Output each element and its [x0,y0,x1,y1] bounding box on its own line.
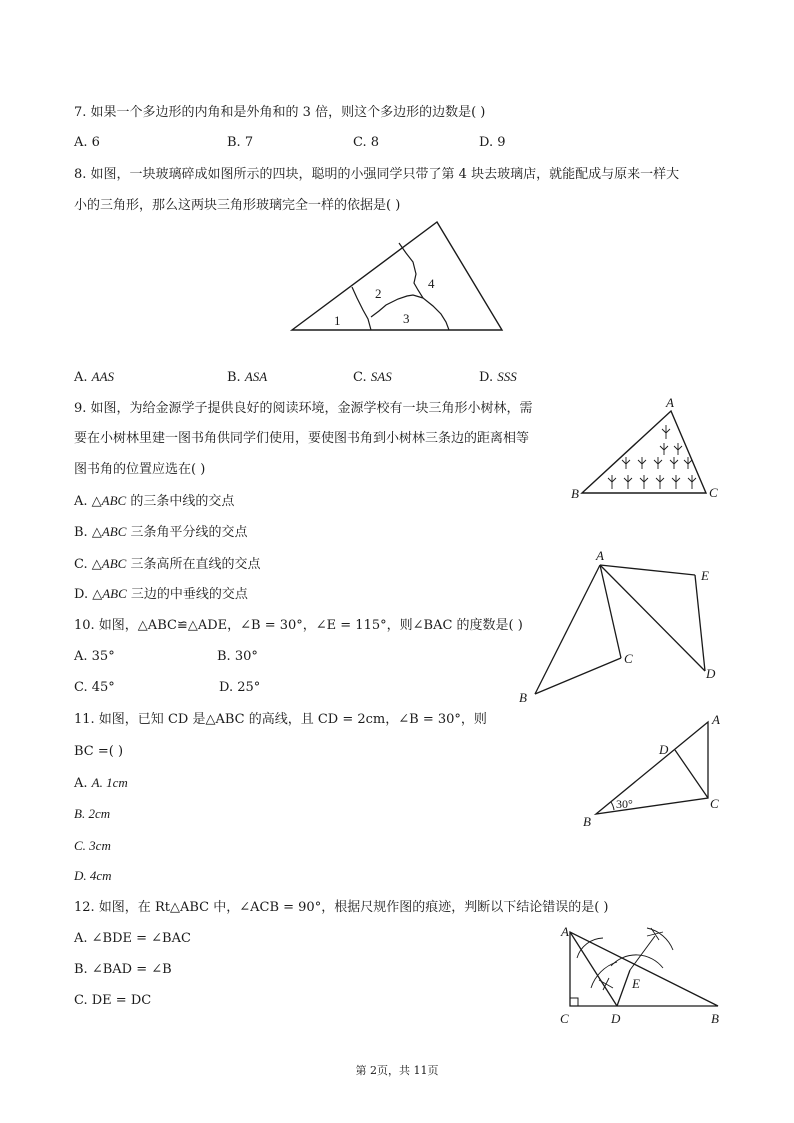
q12-option-b: B. ∠BAD = ∠B [74,962,172,977]
angle-b-arc [611,802,614,810]
q11-option-d: D. 4cm [74,868,112,883]
piece-label-1: 1 [334,313,341,328]
q8-stem-line2: 小的三角形，那么这两块三角形玻璃完全一样的依据是( ) [74,198,401,213]
label-a: A [561,924,569,939]
q8-broken-glass-figure [285,218,515,338]
label-a: A [712,712,720,727]
q9-option-a: A. △ABC 的三条中线的交点 [74,493,235,509]
q10-option-b: B. 30° [217,649,258,664]
q9-option-d: D. △ABC 三边的中垂线的交点 [74,586,248,602]
q8-option-d: D. SSS [479,369,517,385]
q9-option-c: C. △ABC 三条高所在直线的交点 [74,556,261,572]
altitude-cd [675,750,708,798]
q11-right-triangle-figure [578,710,728,830]
q10-option-d: D. 25° [219,680,261,695]
label-e: E [632,976,640,991]
q10-congruent-triangles-figure [510,545,730,710]
q11-option-b: B. 2cm [74,806,111,821]
q8-option-c: C. SAS [353,369,392,385]
piece-label-3: 3 [403,311,410,326]
piece-label-4: 4 [428,276,435,291]
q9-stem-line3: 图书角的位置应选在( ) [74,462,206,477]
q11-stem-line2: BC =( ) [74,744,124,759]
q9-option-b: B. △ABC 三条角平分线的交点 [74,524,248,540]
page-footer: 第 2页，共 11页 [355,1064,439,1077]
label-b: B [571,486,579,501]
label-c: C [624,651,633,666]
q11-option-a: A. A. 1cm [74,775,128,791]
q9-stem-line1: 9. 如图，为给金源学子提供良好的阅读环境，金源学校有一块三角形小树林，需 [74,401,533,416]
label-e: E [701,568,709,583]
label-b: B [583,814,591,829]
right-angle-mark [570,998,578,1006]
q8-stem-line1: 8. 如图，一块玻璃碎成如图所示的四块，聪明的小强同学只带了第 4 块去玻璃店，就能配成与原来一样大 [74,167,680,182]
triangle-abc [596,722,708,814]
q10-stem: 10. 如图，△ABC≌△ADE，∠B = 30°，∠E = 115°，则∠BAC 的度数是( ) [74,618,523,633]
q8-option-a: A. AAS [74,369,115,385]
perpendicular-bisector [630,936,655,970]
q9-woods-triangle-figure [568,395,728,505]
q7-stem: 7. 如果一个多边形的内角和是外角和的 3 倍，则这个多边形的边数是( ) [74,105,486,120]
label-c: C [560,1011,569,1026]
q7-option-b: B. 7 [227,135,254,150]
segment-ae [600,565,695,575]
label-c: C [710,796,719,811]
label-a: A [666,395,674,410]
construction-arc-2 [591,962,617,988]
q7-option-d: D. 9 [479,135,506,150]
segment-ac [600,565,621,658]
q12-construction-figure [555,922,730,1034]
q11-option-c: C. 3cm [74,838,111,853]
label-c: C [709,485,718,500]
label-d: D [611,1011,621,1026]
crack-1 [352,287,371,330]
segment-bc [535,658,621,694]
glass-outline [292,222,502,330]
segment-de [617,970,630,1006]
label-b: B [711,1011,719,1026]
q11-stem-line1: 11. 如图，已知 CD 是△ABC 的高线，且 CD = 2cm，∠B = 30°，则 [74,712,487,727]
triangle-abc [570,932,718,1006]
q12-stem: 12. 如图，在 Rt△ABC 中，∠ACB = 90°，根据尺规作图的痕迹，判断以下结论错误的是( ) [74,900,609,915]
q10-option-c: C. 45° [74,680,115,695]
segment-ad [600,565,705,671]
label-a: A [596,548,604,563]
construction-arc-4 [647,928,673,950]
piece-label-2: 2 [375,286,382,301]
label-d: D [706,666,716,681]
q7-option-c: C. 8 [353,135,380,150]
angle-b-label: 30° [616,797,633,811]
label-b: B [519,690,527,705]
q7-option-a: A. 6 [74,135,100,150]
q12-option-a: A. ∠BDE = ∠BAC [74,931,191,946]
q12-option-c: C. DE = DC [74,993,152,1008]
label-d: D [659,742,669,757]
q9-stem-line2: 要在小树林里建一图书角供同学们使用，要使图书角到小树林三条边的距离相等 [74,431,530,446]
segment-ed [695,575,705,671]
q10-option-a: A. 35° [74,649,115,664]
q8-option-b: B. ASA [227,369,268,385]
segment-ab [535,565,600,694]
